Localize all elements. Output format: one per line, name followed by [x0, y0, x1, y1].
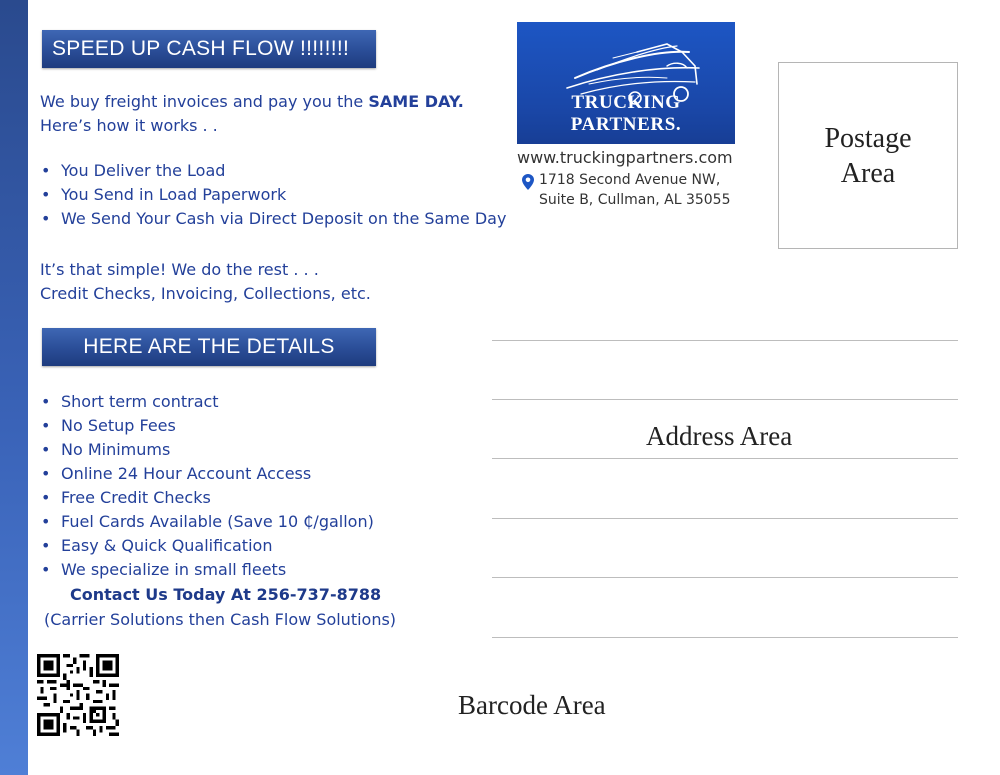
- address-line-rule: [492, 399, 958, 400]
- details-list: [40, 390, 374, 582]
- logo-text: TRUCKING PARTNERS.: [570, 92, 682, 135]
- banner-title: SPEED UP CASH FLOW !!!!!!!!: [52, 37, 350, 60]
- side-stripe: [0, 0, 28, 775]
- intro-same-day: SAME DAY.: [368, 92, 464, 111]
- contact-sub: (Carrier Solutions then Cash Flow Solutions): [44, 610, 397, 629]
- barcode-area-label: Barcode Area: [458, 690, 606, 720]
- list-item: • Short term contract: [40, 390, 374, 414]
- list-item: • Free Credit Checks: [40, 486, 374, 510]
- contact-phone: Contact Us Today At 256-737-8788: [70, 585, 382, 604]
- list-item: • Easy & Quick Qualification: [40, 534, 374, 558]
- address-line-rule: [492, 458, 958, 459]
- intro-line-1: [40, 90, 464, 114]
- intro-text: We buy freight invoices and pay you the: [40, 92, 369, 111]
- qr-code-icon: [37, 654, 119, 736]
- simple-line-2: Credit Checks, Invoicing, Collections, etc.: [40, 284, 371, 303]
- list-item: • Online 24 Hour Account Access: [40, 462, 374, 486]
- postage-area: [778, 62, 958, 249]
- intro-line-2: Here’s how it works . .: [40, 116, 218, 135]
- website-url: www.truckingpartners.com: [517, 148, 733, 167]
- banner-title: HERE ARE THE DETAILS: [83, 335, 335, 358]
- address-line-rule: [492, 518, 958, 519]
- details-banner: [42, 328, 376, 366]
- list-item: • We specialize in small fleets: [40, 558, 374, 582]
- address-line-2: Suite B, Cullman, AL 35055: [539, 192, 731, 208]
- address-area-label: Address Area: [646, 421, 793, 451]
- list-item: • You Send in Load Paperwork: [40, 183, 506, 207]
- postage-line-1: Postage: [824, 122, 912, 154]
- address-line-rule: [492, 577, 958, 578]
- address-line-1: 1718 Second Avenue NW,: [539, 172, 721, 188]
- postage-line-2: Area: [840, 157, 896, 189]
- trucking-partners-logo: [517, 22, 735, 144]
- list-item: • We Send Your Cash via Direct Deposit on the Same Day: [40, 207, 506, 231]
- list-item: • You Deliver the Load: [40, 159, 506, 183]
- list-item: • No Minimums: [40, 438, 374, 462]
- steps-list: [40, 159, 506, 231]
- speed-up-cash-flow-banner: [42, 30, 376, 68]
- address-line-rule: [492, 637, 958, 638]
- address-line-rule: [492, 340, 958, 341]
- simple-line-1: It’s that simple! We do the rest . . .: [40, 260, 319, 279]
- list-item: • No Setup Fees: [40, 414, 374, 438]
- list-item: • Fuel Cards Available (Save 10 ₵/gallon): [40, 510, 374, 534]
- map-pin-icon: [522, 174, 534, 190]
